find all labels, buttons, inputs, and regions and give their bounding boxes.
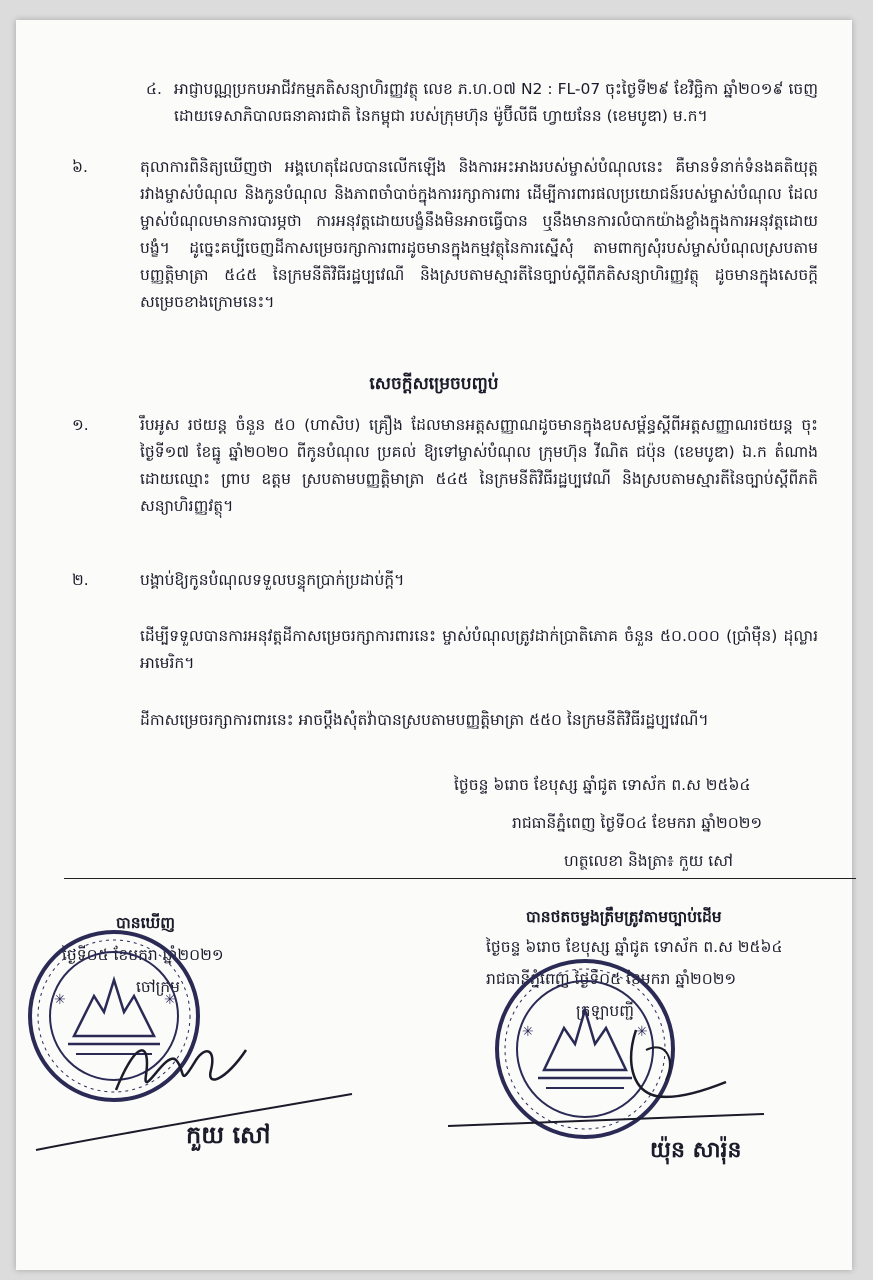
- document-page: [16, 20, 852, 1270]
- decision-paragraph-costs: បង្គាប់ឱ្យកូនបំណុលទទួលបន្ទុកប្រាក់ប្រដាប់ក្តី។: [140, 571, 405, 589]
- appeal-paragraph: ដីកាសម្រេចរក្សាការពារនេះ អាចប្តឹងសុំតវ៉ាបានស្របតាមបញ្ញត្តិមាត្រា ៥៥០ នៃក្រមនីតិវិធីរដ្ឋប្បវេណី។: [140, 711, 709, 729]
- right-signer-name: យ៉ុន សារ៉ុន: [650, 1137, 742, 1163]
- place-date-line: រាជធានីភ្នំពេញ ថ្ងៃទី០៤ ខែមករា ឆ្នាំ២០២១: [512, 814, 763, 832]
- svg-text:✳: ✳: [164, 992, 176, 1008]
- signature-stroke-right: [448, 1112, 768, 1132]
- divider-line: [64, 878, 856, 879]
- right-block-title: បានថតចម្លងត្រឹមត្រូវតាមច្បាប់ដើម: [526, 908, 722, 926]
- svg-text:✳: ✳: [54, 992, 66, 1008]
- handwritten-signature-right: [616, 1020, 736, 1110]
- left-block-title: បានឃើញ: [116, 914, 176, 932]
- decision-number: ១.: [72, 416, 89, 434]
- right-block-date-lunar: ថ្ងៃចន្ទ ៦រោច ខែបុស្ស ឆ្នាំជូត ទោស័ក ព.ស ២៥៦៤: [486, 938, 783, 956]
- right-block-date: រាជធានីភ្នំពេញ ថ្ងៃទី០៥ ខែមករា ឆ្នាំ២០២១: [486, 970, 737, 988]
- left-block-date: ថ្ងៃទី០៥ ខែមករា ឆ្នាំ២០២១: [62, 946, 224, 964]
- item-paragraph-court-finding: តុលាការពិនិត្យឃើញថា អង្គហេតុដែលបានលើកឡើង និងការអះអាងរបស់ម្ចាស់បំណុលនេះ គឺមានទំនាក់ទំនងគតិយុត្តរវាងម្ចាស់បំណុល និងកូនបំណុល និងភាពចាំបាច់ក្នុងការរក្សាការពារ ដើម្បីការពារផលប្រយោជន៍របស់ម្ចាស់បំណុល ដែលម្ចាស់បំណុលមានការបារម្ភថា ការអនុវត្តដោយបង្ខំនឹងមិនអាចធ្វើបាន ឬនឹងមានការលំបាកយ៉ាងខ្លាំងក្នុងការអនុវត្តដោយបង្ខំ។ ដូច្នេះគប្បីចេញដីកាសម្រេចរក្សាការពារដូចមានក្នុងកម្មវត្ថុនៃការស្នើសុំ តាមពាក្យសុំរបស់ម្ចាស់បំណុលស្របតាមបញ្ញត្តិមាត្រា ៥៤៥ នៃក្រមនីតិវិធីរដ្ឋប្បវេណី និងស្របតាមស្មារតីនៃច្បាប់ស្តីពីភតិសន្យាហិរញ្ញវត្ថុ ដូចមានក្នុងសេចក្តីសម្រេចខាងក្រោមនេះ។: [140, 158, 818, 311]
- item-paragraph-license: អាជ្ញាបណ្ណប្រកបអាជីវកម្មភតិសន្យាហិរញ្ញវត្ថុ លេខ ភ.ហ.០៧ N2 : FL-07 ចុះថ្ងៃទី២៩ ខែវិច្ឆិកា ឆ្នាំ២០១៩ ចេញដោយទេសាភិបាលធនាគារជាតិ នៃកម្ពុជា របស់ក្រុមហ៊ុន ម៉ូប៊ីលីធី ហ្វាយនែន (ខេមបូឌា) ម.ក។: [174, 80, 818, 125]
- decision-number: ២.: [72, 571, 89, 589]
- left-signer-name: កួយ សៅ: [186, 1120, 271, 1149]
- left-block-role: ចៅក្រម: [136, 978, 180, 996]
- decision-paragraph-seizure: រឹបអូស រថយន្ត ចំនួន ៥០ (ហាសិប) គ្រឿង ដែលមានអត្តសញ្ញាណដូចមានក្នុងឧបសម្ព័ន្ធស្តីពីអត្តសញ្ញាណរថយន្ត ចុះថ្ងៃទី១៧ ខែធ្នូ ឆ្នាំ២០២០ ពីកូនបំណុល ប្រគល់ ឱ្យទៅម្ចាស់បំណុល ក្រុមហ៊ុន វីណិត ជប៉ុន (ខេមបូឌា) ឯ.ក តំណាងដោយឈ្មោះ ព្រាប ឧត្តម ស្របតាមបញ្ញត្តិមាត្រា ៥៤៥ នៃក្រមនីតិវិធីរដ្ឋប្បវេណី និងស្របតាមស្មារតីនៃច្បាប់ស្តីពីភតិសន្យាហិរញ្ញវត្ថុ។: [140, 416, 818, 515]
- deposit-paragraph: ដើម្បីទទួលបានការអនុវត្តដីកាសម្រេចរក្សាការពារនេះ ម្ចាស់បំណុលត្រូវដាក់ប្រាតិភោគ ចំនួន ៥០.០០០ (ប្រាំម៉ឺន) ដុល្លារអាមេរិក។: [140, 627, 818, 672]
- decision-heading: សេចក្ដីសម្រេចបញ្ចប់: [369, 374, 499, 394]
- svg-text:✳: ✳: [636, 1024, 648, 1040]
- lunar-date-line: ថ្ងៃចន្ទ ៦រោច ខែបុស្ស ឆ្នាំជូត ទោស័ក ព.ស ២៥៦៤: [454, 776, 751, 794]
- right-block-role: ក្រឡាបញ្ជី: [576, 1002, 634, 1020]
- signature-note-line: ហត្ថលេខា និងត្រា៖ កួយ សៅ: [564, 852, 733, 870]
- svg-text:✳: ✳: [522, 1024, 534, 1040]
- item-number: ៤.: [146, 80, 162, 98]
- item-number: ៦.: [72, 158, 88, 176]
